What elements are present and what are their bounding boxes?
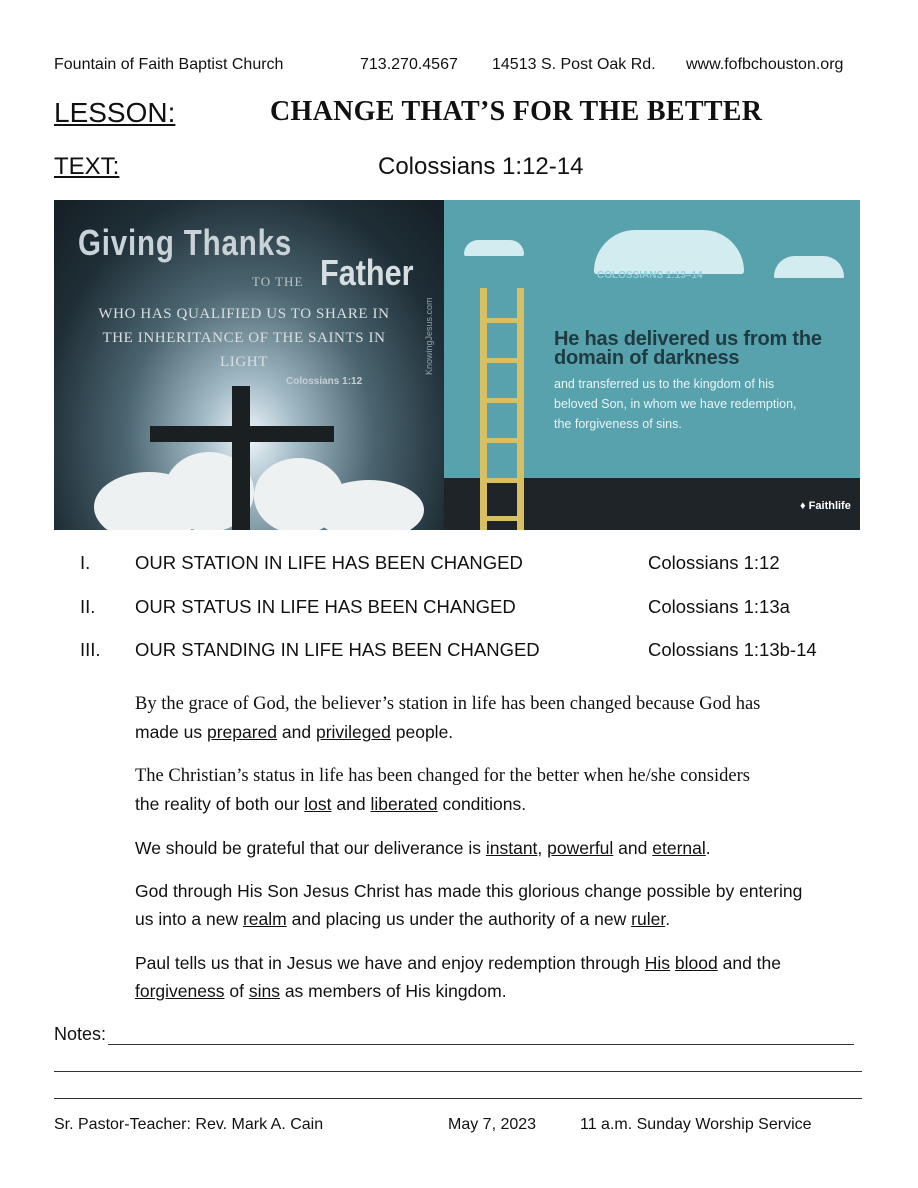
- banner-right-headline: He has delivered us from the domain of darkness: [554, 328, 822, 369]
- ladder-rung: [480, 516, 524, 521]
- cross-bar: [150, 426, 334, 442]
- cloud-shape: [314, 480, 424, 530]
- fill-in-answer: forgiveness: [135, 981, 225, 1001]
- banner-left-site: KnowingJesus.com: [424, 297, 434, 375]
- fill-in-answer: prepared: [206, 722, 278, 742]
- point-number: II.: [80, 596, 96, 617]
- banner-floor: [444, 478, 860, 530]
- paragraph-line: [135, 905, 863, 933]
- fill-in-answer: blood: [674, 953, 718, 973]
- text-span: and placing us under the authority of a new: [286, 909, 632, 929]
- scripture-banner: [54, 200, 860, 530]
- banner-right-body: and transferred us to the kingdom of his beloved Son, in whom we have redemption, the forgiveness of sins.: [554, 377, 797, 431]
- banner-left-reference: Colossians 1:12: [286, 376, 363, 387]
- paragraph-redemption: [135, 949, 863, 1005]
- paragraph-status: [135, 762, 863, 818]
- service-date: May 7, 2023: [448, 1116, 537, 1133]
- pastor-name: Sr. Pastor-Teacher: Rev. Mark A. Cain: [54, 1116, 324, 1133]
- fill-in-answer: eternal: [652, 838, 706, 858]
- banner-right-reference: COLOSSIANS 1:13–14: [597, 270, 703, 281]
- text-span: the reality of both our: [135, 794, 305, 814]
- cross-icon: [232, 386, 250, 530]
- point-text: OUR STATION IN LIFE HAS BEEN CHANGED: [135, 552, 523, 573]
- text-span: ,: [537, 838, 548, 858]
- banner-title-giving-thanks: Giving Thanks: [78, 222, 293, 263]
- church-website[interactable]: www.fofbchouston.org: [686, 56, 844, 73]
- text-span: .: [705, 838, 711, 858]
- text-span: conditions.: [437, 794, 527, 814]
- point-reference: Colossians 1:13b-14: [648, 639, 817, 660]
- point-reference: Colossians 1:12: [648, 552, 780, 573]
- fill-in-answer: realm: [242, 909, 287, 929]
- ladder-rung: [480, 398, 524, 403]
- fill-in-answer: ruler: [631, 909, 666, 929]
- banner-left-verse: WHO HAS QUALIFIED US TO SHARE IN THE INHERITANCE OF THE SAINTS IN LIGHT: [98, 306, 390, 370]
- paragraph-line: God through His Son Jesus Christ has made this glorious change possible by entering: [135, 881, 803, 901]
- text-span: and: [613, 838, 653, 858]
- fill-in-answer: powerful: [547, 838, 614, 858]
- text-span: and the: [717, 953, 781, 973]
- point-text: OUR STATUS IN LIFE HAS BEEN CHANGED: [135, 596, 516, 617]
- point-number: I.: [80, 552, 91, 573]
- paragraph-line: By the grace of God, the believer’s station in life has been changed because God has: [135, 694, 761, 714]
- text-span: We should be grateful that our deliverance is: [135, 838, 486, 858]
- text-span: us into a new: [135, 909, 243, 929]
- fill-in-answer: lost: [304, 794, 332, 814]
- text-span: made us: [135, 722, 207, 742]
- text-label: TEXT:: [54, 153, 120, 180]
- paragraph-deliverance: [135, 834, 863, 862]
- point-number: III.: [80, 639, 101, 660]
- text-reference: Colossians 1:12-14: [378, 153, 584, 180]
- fill-in-answer: His: [644, 953, 671, 973]
- notes-line[interactable]: [108, 1044, 854, 1045]
- ladder-rung: [480, 358, 524, 363]
- paragraph-line: [135, 949, 863, 977]
- ladder-rail-left: [480, 288, 487, 530]
- faithlife-brand: Faithlife: [808, 500, 851, 512]
- cloud-icon: [774, 256, 844, 278]
- paragraph-line: [135, 977, 863, 1005]
- lesson-label: LESSON:: [54, 97, 176, 128]
- text-span: .: [665, 909, 671, 929]
- paragraph-line: [135, 790, 863, 818]
- text-span: of: [224, 981, 249, 1001]
- faithlife-logo: ♦ Faithlife: [800, 500, 851, 512]
- banner-title-to-the: TO THE: [252, 274, 304, 289]
- banner-title-father: Father: [320, 252, 414, 293]
- church-phone: 713.270.4567: [360, 56, 458, 73]
- fill-in-answer: instant: [485, 838, 538, 858]
- banner-left-panel: [54, 200, 444, 530]
- ladder-rung: [480, 318, 524, 323]
- text-span: as members of His kingdom.: [279, 981, 507, 1001]
- lesson-title: CHANGE THAT’S FOR THE BETTER: [270, 96, 763, 127]
- cloud-icon: [594, 230, 744, 274]
- church-address: 14513 S. Post Oak Rd.: [492, 56, 656, 73]
- text-span: people.: [390, 722, 454, 742]
- paragraph-line: [135, 718, 863, 746]
- ladder-rail-right: [517, 288, 524, 530]
- cloud-icon: [464, 240, 524, 256]
- church-name: Fountain of Faith Baptist Church: [54, 56, 284, 73]
- paragraph-change: [135, 877, 863, 933]
- paragraph-station: [135, 690, 863, 746]
- fill-in-answer: privileged: [315, 722, 391, 742]
- notes-label: Notes:: [54, 1024, 107, 1044]
- point-text: OUR STANDING IN LIFE HAS BEEN CHANGED: [135, 639, 540, 660]
- fill-in-answer: sins: [248, 981, 280, 1001]
- text-span: and: [331, 794, 371, 814]
- notes-line[interactable]: [54, 1098, 862, 1099]
- point-reference: Colossians 1:13a: [648, 596, 790, 617]
- text-span: Paul tells us that in Jesus we have and enjoy redemption through: [135, 953, 645, 973]
- notes-line[interactable]: [54, 1071, 862, 1072]
- paragraph-line: The Christian’s status in life has been changed for the better when he/she considers: [135, 766, 750, 786]
- service-time: 11 a.m. Sunday Worship Service: [580, 1116, 812, 1133]
- ladder-rung: [480, 438, 524, 443]
- ladder-rung: [480, 478, 524, 483]
- text-span: and: [277, 722, 316, 742]
- paragraph-line: [135, 834, 863, 862]
- fill-in-answer: liberated: [370, 794, 438, 814]
